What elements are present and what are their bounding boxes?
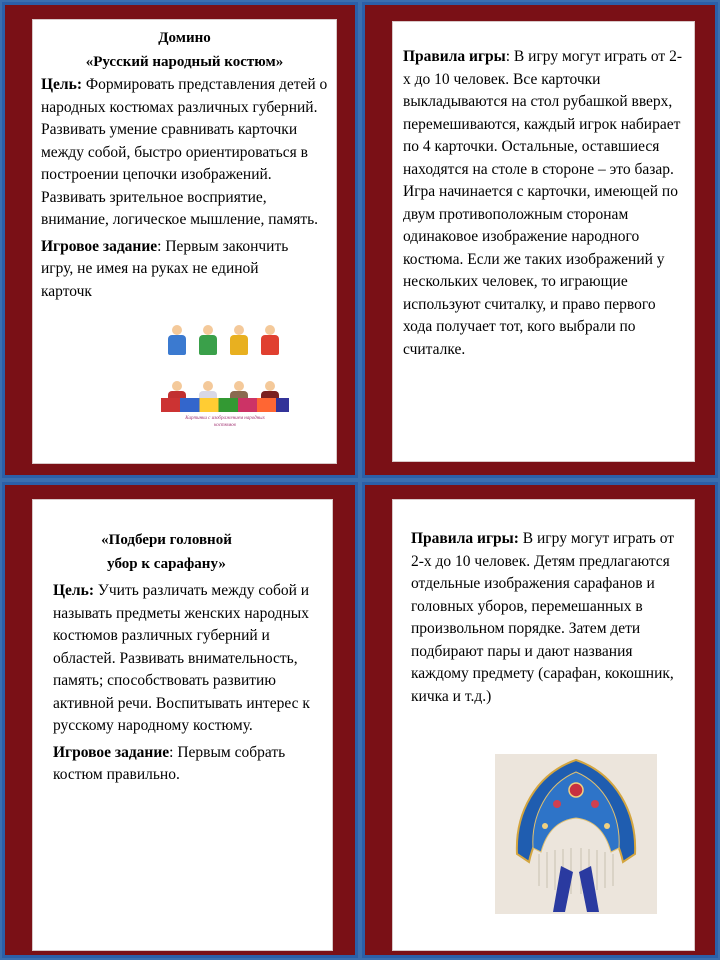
costume-strip bbox=[161, 398, 289, 412]
card-headdress-goal bbox=[53, 580, 320, 738]
card-headdress-task bbox=[53, 742, 320, 787]
card-headdress-rules bbox=[362, 482, 718, 958]
card-domino-task bbox=[41, 236, 309, 304]
card-domino-rules-content bbox=[392, 21, 695, 462]
card-domino-title: Домино «Русский народный костюм» bbox=[85, 30, 284, 70]
task-text: : Первым собрать костюм правильно. bbox=[53, 743, 286, 783]
kokoshnik-icon bbox=[495, 754, 657, 914]
goal-text: Формировать представления детей о народных костюмах различных губерний. Развивать умение сравнивать карточки между собой, быстро ориентироваться в построении цепочки изображений. Развивать зрительное восприятие, внимание, логическое мышление, память. bbox=[41, 76, 328, 228]
card-headdress bbox=[2, 482, 358, 958]
task-text: : Первым закончить игру, не имея на руках не единой карточк bbox=[41, 237, 289, 300]
card-domino-rules bbox=[362, 2, 718, 478]
task-label: Игровое задание bbox=[41, 237, 158, 255]
kokoshnik-image bbox=[495, 754, 657, 914]
card-headdress-title: «Подбери головной убор к сарафану» bbox=[101, 532, 232, 572]
task-label: Игровое задание bbox=[53, 743, 170, 761]
rules-label: Правила игры: bbox=[411, 530, 519, 547]
rules-text: В игру могут играть от 2-х до 10 человек. Детям предлагаются отдельные изображения сарафанов и головных уборов, перемешанных в произвольном порядке. Затем дети подбирают пары и дают названия каждому предмету (сарафан, кокошник, кичка и т.д.) bbox=[411, 530, 675, 705]
card-headdress-content bbox=[32, 499, 333, 951]
rules-paragraph bbox=[403, 46, 684, 361]
card-domino bbox=[2, 2, 358, 478]
rules-paragraph bbox=[411, 528, 686, 708]
card-headdress-rules-content bbox=[392, 499, 695, 951]
card-domino-goal bbox=[41, 74, 328, 232]
rules-text: : В игру могут играть от 2-х до 10 человек. Все карточки выкладываются на стол рубашкой вверх, перемешиваются, каждый игрок набирает по 4 карточки. Остальные, оставшиеся находятся на столе в стороне – это базар. Игра начинается с карточки, имеющей по двум противоположным сторонам одинаковое изображение народного костюма. Если же таких изображений у нескольких человек, то играющие используют считалку, и право первого хода получает тот, кого выбрали по считалке. bbox=[403, 48, 682, 358]
goal-label: Цель: bbox=[53, 582, 94, 599]
goal-text: Учить различать между собой и называть предметы женских народных костюмов различных губерний и областей. Развивать внимательность, память; способствовать развитию активной речи. Воспитывать интерес к русскому народному костюму. bbox=[53, 582, 310, 734]
goal-label: Цель: bbox=[41, 76, 82, 93]
rules-label: Правила игры bbox=[403, 48, 506, 65]
costume-caption: Картинки с изображением народных костюмов bbox=[185, 416, 265, 428]
